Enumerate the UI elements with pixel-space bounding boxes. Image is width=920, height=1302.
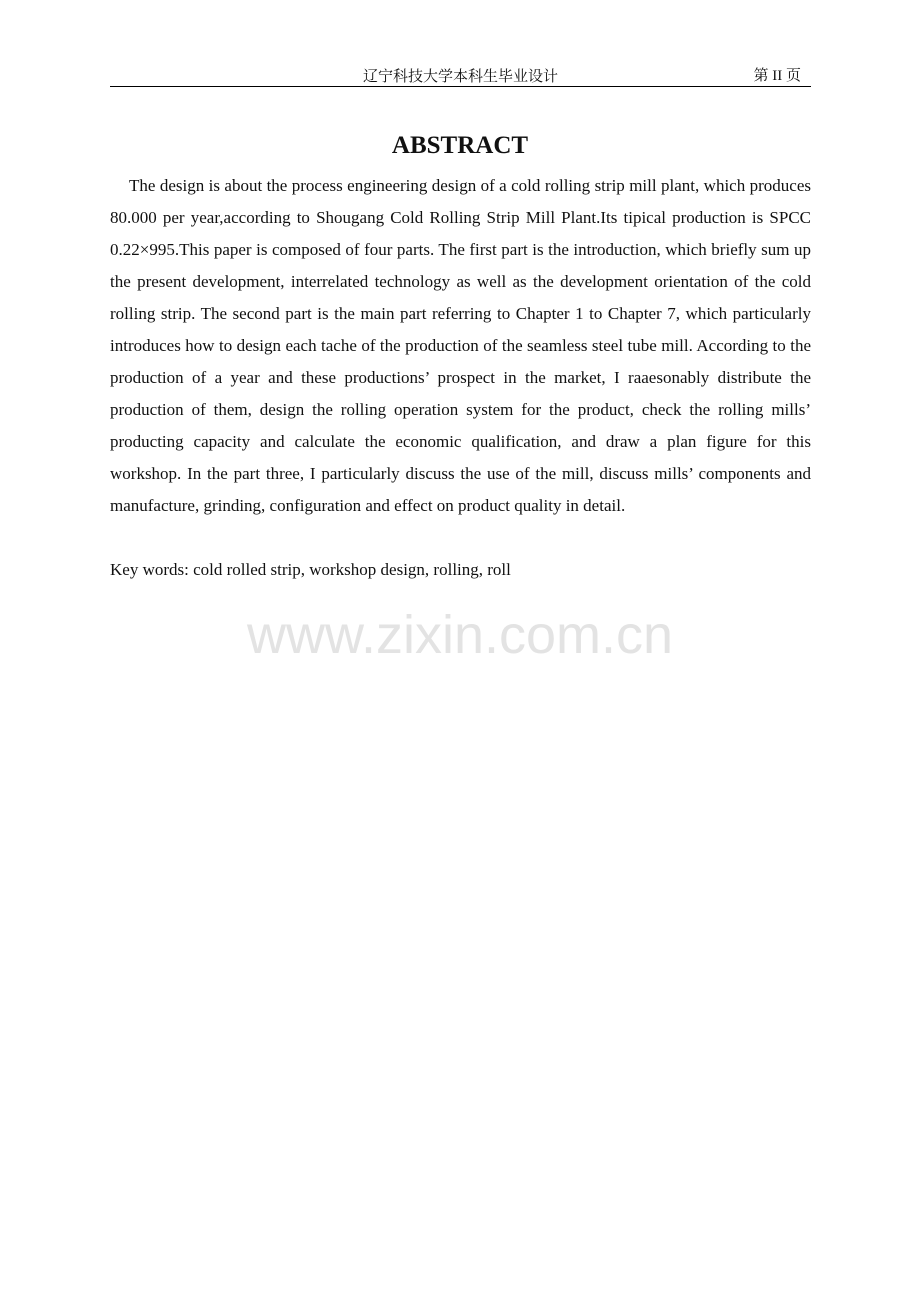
keywords-line: Key words: cold rolled strip, workshop design, rolling, roll <box>110 560 511 579</box>
header-title: 辽宁科技大学本科生毕业设计 <box>362 67 558 85</box>
watermark-text: www.zixin.com.cn <box>246 605 674 665</box>
abstract-title: ABSTRACT <box>391 132 529 159</box>
page-number: 第 II 页 <box>753 68 801 84</box>
page-header <box>110 66 811 87</box>
abstract-body: The design is about the process engineering design of a cold rolling strip mill plant, which produces 80.000 per year,according to Shougang Cold Rolling Strip Mill Plant.Its tipical production is SPCC 0.22×995.This paper is composed of four parts. The first part is the introduction, which briefly sum up the present development, interrelated technology as well as the development orientation of the cold rolling strip. The second part is the main part referring to Chapter 1 to Chapter 7, which particularly introduces how to design each tache of the production of the seamless steel tube mill. According to the production of a year and these productions’ prospect in the market, I raaesonably distribute the production of them, design the rolling operation system for the product, check the rolling mills’ producting capacity and calculate the economic qualification, and draw a plan figure for this workshop. In the part three, I particularly discuss the use of the mill, discuss mills’ components and manufacture, grinding, configuration and effect on product quality in detail. <box>110 176 811 515</box>
